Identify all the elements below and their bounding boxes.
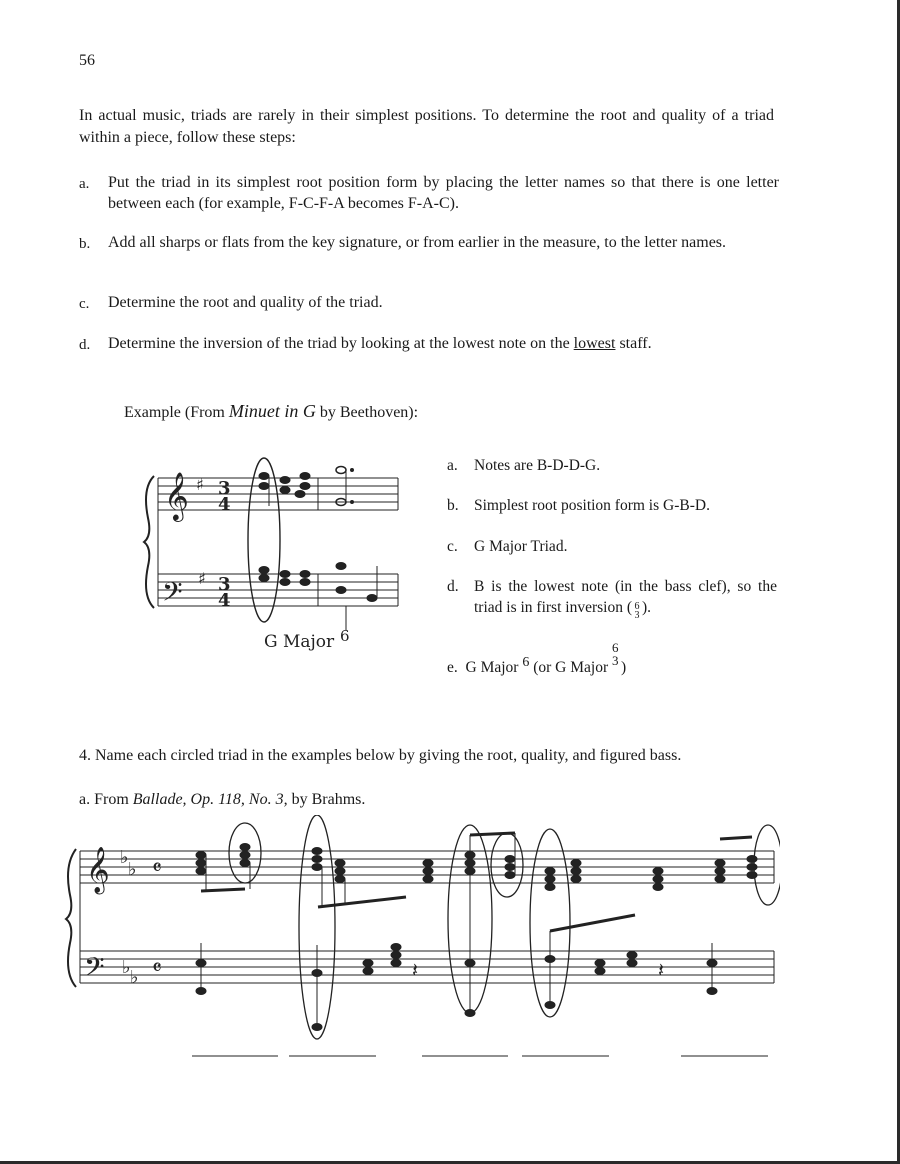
step-a — [79, 172, 779, 214]
svg-text:3: 3 — [218, 574, 231, 595]
svg-text:𝄽: 𝄽 — [658, 958, 665, 982]
step-b — [79, 232, 779, 253]
svg-text:4: 4 — [218, 494, 231, 515]
svg-text:4: 4 — [218, 590, 231, 611]
step-text: Determine the inversion of the triad by looking at the lowest note on the lowest staff. — [108, 335, 652, 352]
example-score — [140, 448, 410, 658]
step-d — [79, 333, 779, 354]
svg-text:♭: ♭ — [130, 967, 139, 988]
example-label: Example (From Minuet in G by Beethoven): — [124, 401, 419, 421]
example-item-d: d. B is the lowest note (in the bass clef), so the triad is in first inversion ( 6 3 ). — [447, 578, 777, 621]
svg-text:♯: ♯ — [198, 569, 206, 588]
intro-paragraph: In actual music, triads are rarely in their simplest positions. To determine the root and quality of a triad within a piece, follow these steps: — [79, 107, 774, 146]
example-item-b: b. Simplest root position form is G-B-D. — [447, 497, 710, 514]
svg-text:𝄴: 𝄴 — [152, 856, 162, 881]
step-letter: d. — [79, 337, 91, 353]
step-c — [79, 292, 779, 313]
svg-text:3: 3 — [218, 478, 231, 499]
bass-clef-icon: 𝄢 — [84, 951, 105, 989]
page-number: 56 — [79, 52, 95, 69]
svg-text:♯: ♯ — [196, 475, 204, 494]
exercise-part-a: a. From Ballade, Op. 118, No. 3, by Brahms. — [79, 791, 366, 808]
step-letter: c. — [79, 296, 90, 312]
exercise-score — [60, 815, 780, 1065]
exercise-question: 4. Name each circled triad in the examples below by giving the root, quality, and figured bass. — [79, 747, 682, 764]
svg-text:♭: ♭ — [120, 847, 129, 868]
step-text: Determine the root and quality of the triad. — [108, 294, 383, 311]
figured-bass: 6 3 — [634, 601, 640, 621]
svg-text:𝄴: 𝄴 — [152, 956, 162, 981]
exercise-piece: Ballade, Op. 118, No. 3, — [132, 791, 288, 808]
step-text: Add all sharps or flats from the key signature, or from earlier in the measure, to the letter names. — [108, 234, 727, 251]
chord-figure: 6 — [340, 627, 350, 645]
svg-text:𝄽: 𝄽 — [412, 958, 419, 982]
step-letter: b. — [79, 236, 91, 252]
bass-clef-icon: 𝄢 — [162, 576, 183, 614]
svg-text:♭: ♭ — [122, 957, 131, 978]
step-letter: a. — [79, 176, 90, 192]
example-item-a: a. Notes are B-D-D-G. — [447, 457, 601, 474]
step-text: Put the triad in its simplest root position form by placing the letter names so that there is one letter between each (for example, F-C-F-A becomes F-A-C). — [108, 174, 779, 212]
chord-label: G Major — [264, 632, 335, 652]
treble-clef-icon: 𝄞 — [164, 471, 189, 520]
svg-text:♭: ♭ — [128, 859, 137, 880]
underlined-word: lowest — [573, 335, 616, 352]
piece-title: Minuet in G — [228, 401, 316, 421]
treble-clef-icon: 𝄞 — [86, 847, 110, 893]
example-item-c: c. G Major Triad. — [447, 538, 568, 555]
example-item-e: e. G Major 6 (or G Major 6 3 ) — [447, 640, 627, 676]
